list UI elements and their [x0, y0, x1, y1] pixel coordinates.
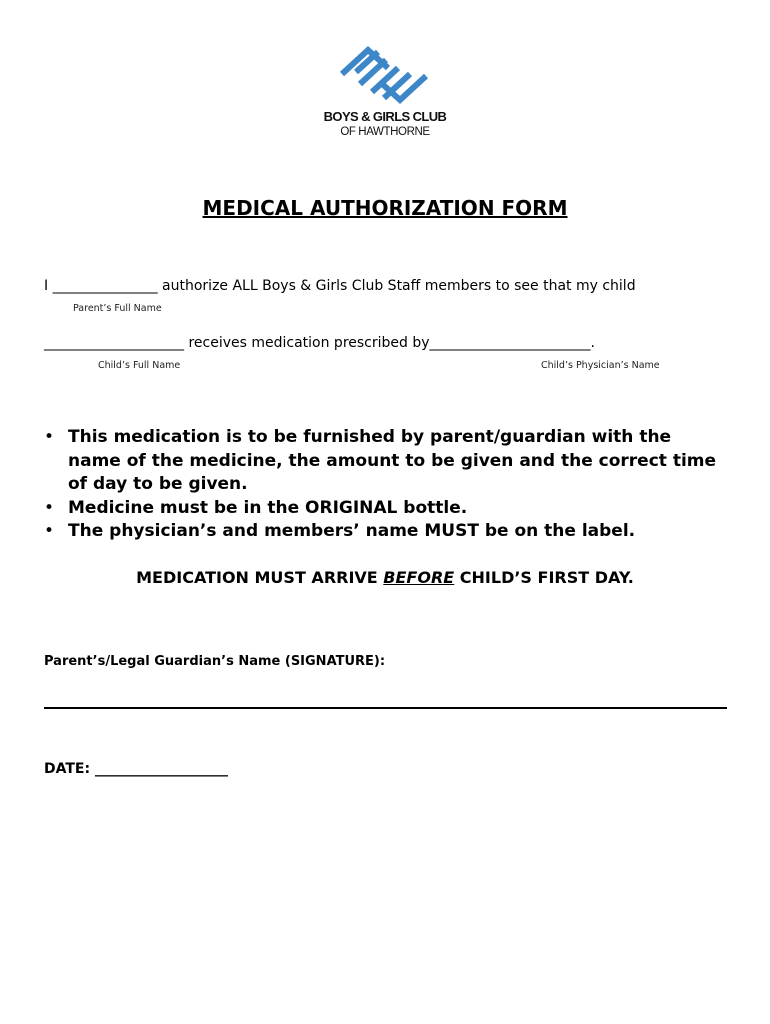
parent-name-label: Parent’s Full Name: [73, 303, 162, 314]
list-item-text: The physician’s and members’ name MUST be on the label.: [68, 521, 636, 541]
list-item: [44, 520, 724, 544]
list-item-text: Medicine must be in the ORIGINAL bottle.: [68, 497, 468, 518]
logo-title: BOYS & GIRLS CLUB: [323, 109, 447, 124]
child-name-label: Child’s Full Name: [98, 360, 181, 371]
arrival-text-before: MEDICATION MUST ARRIVE: [136, 568, 378, 587]
logo-subtitle: OF HAWTHORNE: [340, 126, 430, 138]
physician-name-label: Child’s Physician’s Name: [541, 360, 660, 371]
arrival-text-after: CHILD’S FIRST DAY.: [459, 568, 634, 587]
bullet-icon: •: [44, 497, 55, 518]
arrival-emphasis: BEFORE: [383, 568, 455, 587]
child-name-field[interactable]: ____________________: [44, 335, 184, 351]
line-end: .: [590, 335, 595, 351]
bullet-icon: •: [44, 427, 55, 447]
handshake-logo-icon: [334, 44, 434, 106]
date-row: [44, 761, 228, 777]
arrival-notice: [0, 568, 770, 587]
physician-name-field[interactable]: _______________________: [429, 335, 591, 351]
date-field[interactable]: ___________________: [94, 761, 228, 777]
signature-label: Parent’s/Legal Guardian’s Name (SIGNATURE):: [44, 654, 386, 669]
club-logo: [308, 44, 462, 144]
prefix-text: I: [44, 278, 49, 294]
authorization-line-2: [44, 335, 595, 351]
authorization-text: authorize ALL Boys & Girls Club Staff members to see that my child: [162, 278, 636, 294]
instruction-list: [44, 426, 724, 544]
bullet-icon: •: [44, 521, 55, 541]
date-label: DATE:: [44, 761, 91, 777]
list-item: [44, 426, 724, 497]
prescribed-text: receives medication prescribed by: [188, 335, 430, 351]
authorization-line-1: [44, 278, 636, 294]
list-item-text: This medication is to be furnished by parent/guardian with the name of the medicine, the amount to be given and the correct time of day to be given.: [68, 427, 717, 494]
signature-line[interactable]: [44, 707, 727, 709]
list-item: [44, 497, 724, 521]
page-title: MEDICAL AUTHORIZATION FORM: [202, 196, 568, 220]
parent-name-field[interactable]: _______________: [52, 278, 158, 294]
